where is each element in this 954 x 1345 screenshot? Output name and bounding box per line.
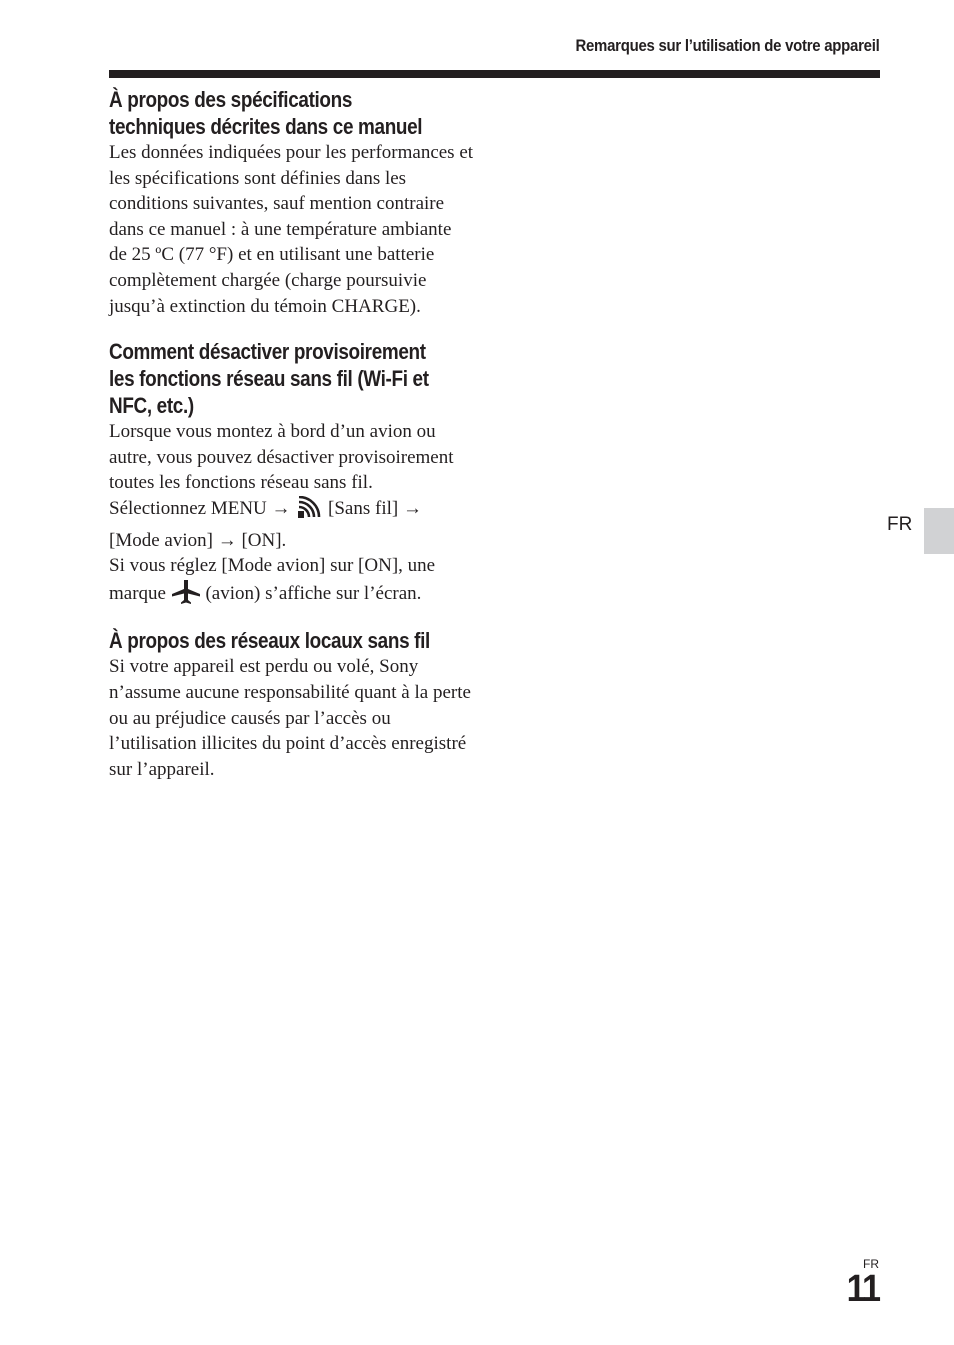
- section-specifications: [109, 86, 474, 319]
- heading-line: À propos des réseaux locaux sans fil: [109, 628, 430, 654]
- language-tab-label: FR: [887, 514, 913, 535]
- heading-line: les fonctions réseau sans fil (Wi-Fi et: [109, 366, 429, 392]
- text-segment: Si vous réglez [Mode avion] sur [ON], une marque: [109, 555, 436, 604]
- page-number: 11: [846, 1268, 879, 1310]
- menu-item-sans-fil: [Sans fil]: [328, 497, 399, 519]
- wireless-menu-icon: [295, 496, 323, 528]
- paragraph-airplane-intro: Lorsque vous montez à bord d’un avion ou autre, vous pouvez désactiver provisoirement toutes les fonctions réseau sans fil.: [109, 421, 454, 494]
- paragraph-specifications: Les données indiquées pour les performances et les spécifications sont définies dans les conditions suivantes, sauf mention contraire dans ce manuel : à une température ambiante de 25 ºC (77 °F) et en utilisant une batterie complètement chargée (charge poursuivie jusqu’à extinction du témoin CHARGE).: [109, 142, 474, 317]
- header-rule: [109, 70, 880, 78]
- menu-prefix: Sélectionnez MENU: [109, 497, 267, 519]
- section-heading-disable-wireless: [109, 338, 475, 419]
- paragraph-wireless-lan: Si votre appareil est perdu ou volé, Sony n’assume aucune responsabilité quant à la perte ou au préjudice causés par l’accès ou l’utilisation illicites du point d’accès enregistré sur l’appareil.: [109, 656, 471, 780]
- main-column: [109, 86, 474, 782]
- menu-item-on: [ON].: [241, 529, 287, 551]
- language-tab: [924, 508, 954, 554]
- heading-line: NFC, etc.): [109, 393, 194, 419]
- airplane-icon: [171, 579, 201, 613]
- menu-item-mode-avion: [Mode avion]: [109, 529, 213, 551]
- heading-line: À propos des spécifications: [109, 87, 353, 112]
- section-disable-wireless: [109, 338, 474, 612]
- paragraph-menu-instruction: [109, 496, 474, 553]
- section-wireless-lan: [109, 627, 474, 782]
- page-language-code: FR: [863, 1257, 879, 1271]
- heading-line: Comment désactiver provisoirement: [109, 339, 426, 365]
- text-segment: (avion) s’affiche sur l’écran.: [205, 582, 422, 604]
- paragraph-airplane-mark: [109, 553, 474, 612]
- arrow-glyph: →: [402, 497, 422, 519]
- section-heading-wireless-lan: [109, 627, 475, 654]
- arrow-glyph: →: [271, 497, 291, 519]
- running-header-title: Remarques sur l’utilisation de votre appareil: [574, 36, 879, 55]
- section-heading-specifications: [109, 86, 475, 140]
- arrow-glyph: →: [217, 529, 237, 551]
- heading-line: techniques décrites dans ce manuel: [109, 114, 423, 139]
